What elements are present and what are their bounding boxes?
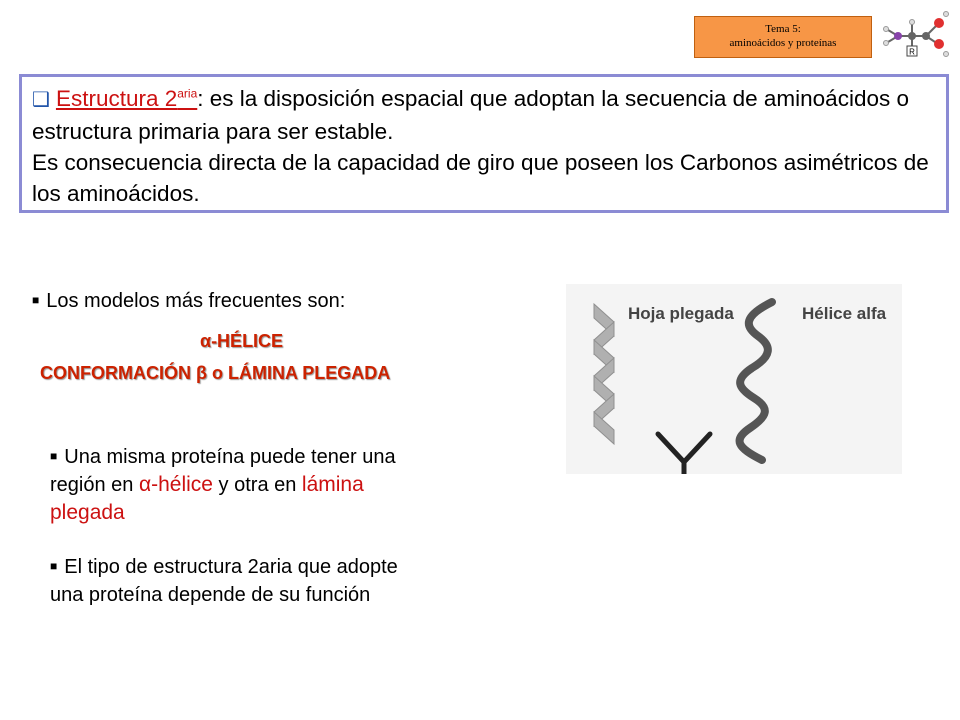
note-function: ■ El tipo de estructura 2aria que adopte una proteína depende de su función (50, 556, 398, 606)
amino-acid-molecule-icon (880, 6, 950, 62)
square-bullet-icon: ■ (50, 559, 58, 573)
topic-line-1: Tema 5: (765, 23, 801, 35)
definition-box (19, 74, 949, 213)
helix-label: Hélice alfa (802, 304, 887, 323)
square-bullet-icon: ■ (50, 449, 58, 463)
topic-line-2: aminoácidos y proteínas (729, 37, 837, 49)
definition-term: Estructura $2^{aria}$ (55, 86, 198, 111)
note-highlight-helix: α-hélice (138, 473, 213, 496)
definition-text-1: : es la disposición espacial que adoptan la secuencia de aminoácidos o estructura primaria para ser estable. (32, 86, 909, 144)
model-alpha-helix: α-HÉLICE (200, 331, 284, 351)
models-intro: ■ Los modelos más frecuentes son: (32, 290, 346, 312)
model-beta-sheet: CONFORMACIÓN β o LÁMINA PLEGADA (40, 363, 391, 383)
r-group-label: R (909, 47, 915, 57)
alpha-helix-icon (740, 302, 772, 460)
definition-text-2: Es consecuencia directa de la capacidad de giro que poseen los Carbonos asimétricos de los aminoácidos. (32, 150, 929, 206)
square-bullet-icon: ■ (32, 293, 40, 307)
note-highlight-sheet: lámina plegada (50, 473, 364, 524)
secondary-structure-diagram (566, 284, 902, 474)
sheet-label: Hoja plegada (628, 304, 734, 323)
note-alpha-and-sheet: ■ Una misma proteína puede tener una región en α-hélice y otra en lámina plegada (50, 446, 396, 524)
pleated-sheet-icon (594, 304, 614, 444)
topic-badge (694, 16, 872, 58)
checkbox-bullet-icon: ❑ (32, 89, 50, 111)
definition-term-superscript: aria (177, 86, 198, 101)
structure-drawing (566, 284, 902, 474)
y-shaped-antibody-icon (658, 434, 710, 474)
